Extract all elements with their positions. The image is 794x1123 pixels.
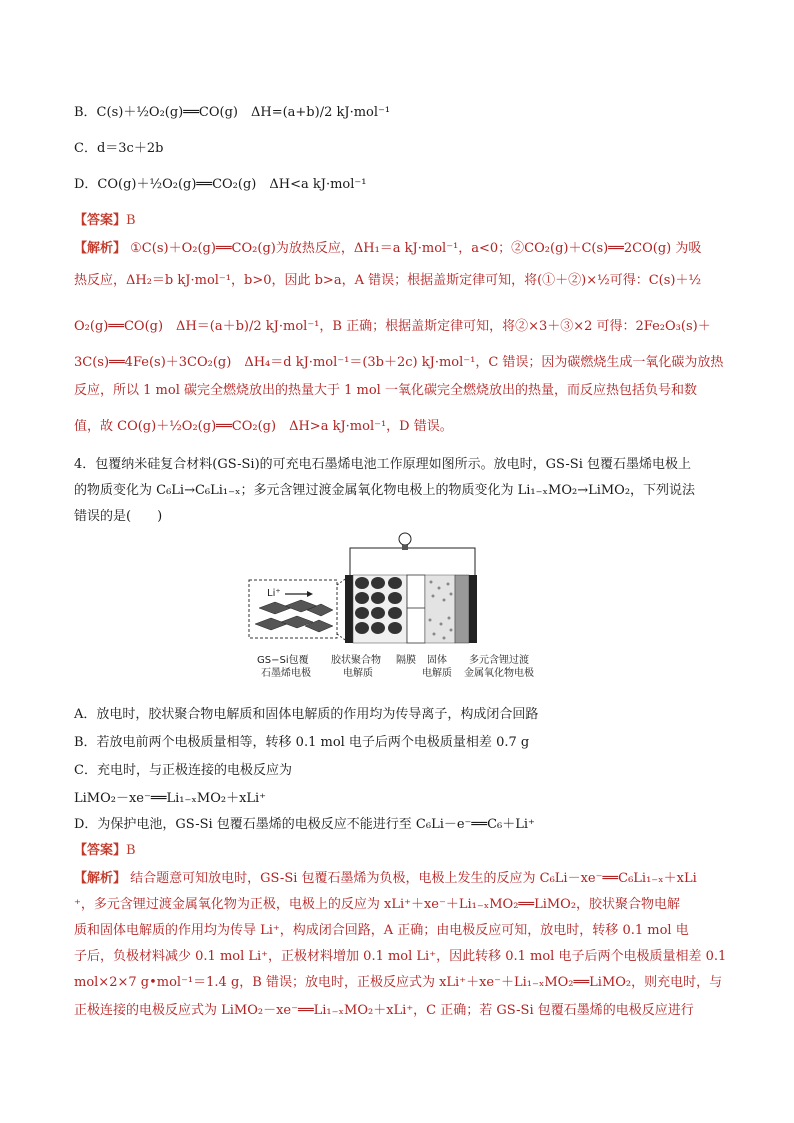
option-d-line: D．CO(g)＋½O₂(g)══CO₂(g) ΔH<a kJ·mol⁻¹ <box>74 177 367 192</box>
option-b-line: B．C(s)＋½O₂(g)══CO(g) ΔH=(a+b)/2 kJ·mol⁻¹ <box>74 105 391 120</box>
explanation-1-line-2: 热反应，ΔH₂＝b kJ·mol⁻¹，b>0，因此 b>a，A 错误；根据盖斯定律可知，将(①＋②)×½可得：C(s)＋½ <box>74 273 702 288</box>
battery-diagram <box>245 530 550 690</box>
option-c-equation: LiMO₂－xe⁻══Li₁₋ₓMO₂＋xLi⁺ <box>74 791 267 806</box>
option-c: C．充电时，与正极连接的电极反应为 <box>74 763 292 778</box>
option-b: B．若放电前两个电极质量相等，转移 0.1 mol 电子后两个电极质量相差 0.7 g <box>74 735 530 750</box>
explanation-2-line-6: 正极连接的电极反应式为 LiMO₂－xe⁻══Li₁₋ₓMO₂＋xLi⁺，C 正确；若 GS-Si 包覆石墨烯的电极反应进行 <box>74 1003 694 1018</box>
bulb-icon <box>399 533 411 545</box>
explanation-text: 结合题意可知放电时，GS-Si 包覆石墨烯为负极，电极上发生的反应为 C₆Li－xe⁻══C₆Li₁₋ₓ＋xLi <box>130 871 697 886</box>
option-a: A．放电时，胶状聚合物电解质和固体电解质的作用均为传导离子，构成闭合回路 <box>74 707 539 722</box>
caption-separator: 隔膜 <box>396 655 416 666</box>
li-ion-label: Li⁺ <box>267 588 281 599</box>
answer-1 <box>74 212 720 230</box>
explanation-2-line-4: 子后，负极材料减少 0.1 mol Li⁺，正极材料增加 0.1 mol Li⁺，因此转移 0.1 mol 电子后两个电极质量相差 0.1 <box>74 949 727 964</box>
caption-gel-2: 电解质 <box>343 668 373 679</box>
answer-tag: 【答案】 <box>74 843 127 858</box>
explanation-1-line-5: 反应，所以 1 mol 碳完全燃烧放出的热量大于 1 mol 一氧化碳完全燃烧放出的热量，而反应热包括负号和数 <box>74 383 697 398</box>
separator <box>407 575 425 643</box>
explanation-tag: 【解析】 <box>74 241 127 256</box>
cathode-layer <box>455 575 469 643</box>
caption-oxide-2: 金属氧化物电极 <box>464 668 534 679</box>
caption-gs-si-2: 石墨烯电极 <box>261 668 311 679</box>
explanation-2-line-2: ⁺，多元含锂过渡金属氧化物为正极，电极上的反应为 xLi⁺＋xe⁻＋Li₁₋ₓMO₂══LiMO₂，胶状聚合物电解 <box>74 897 681 912</box>
caption-gel-1: 胶状聚合物 <box>331 655 381 666</box>
question-4-line-2: 的物质变化为 C₆Li→C₆Li₁₋ₓ；多元含锂过渡金属氧化物电极上的物质变化为 Li₁₋ₓMO₂→LiMO₂，下列说法 <box>74 483 696 498</box>
caption-gs-si-1: GS−Si包覆 <box>257 655 309 666</box>
explanation-tag: 【解析】 <box>74 871 127 886</box>
option-d: D．为保护电池，GS-Si 包覆石墨烯的电极反应不能进行至 C₆Li－e⁻══C₆＋Li⁺ <box>74 817 535 832</box>
answer-value: B <box>126 213 136 228</box>
explanation-2-line-1 <box>74 870 720 888</box>
graphene-layers <box>255 600 333 632</box>
answer-tag: 【答案】 <box>74 213 127 228</box>
metal-oxide-electrode <box>469 575 477 643</box>
caption-solid-2: 电解质 <box>422 668 452 679</box>
question-4-line-3: 错误的是( ) <box>74 509 163 524</box>
caption-oxide-1: 多元含锂过渡 <box>469 655 529 666</box>
answer-value: B <box>126 843 136 858</box>
answer-2 <box>74 842 720 860</box>
gs-si-electrode <box>345 575 353 643</box>
explanation-2-line-3: 质和固体电解质的作用均为传导 Li⁺，构成闭合回路，A 正确；由电极反应可知，放电时，转移 0.1 mol 电 <box>74 923 689 938</box>
explanation-1-line-4: 3C(s)══4Fe(s)＋3CO₂(g) ΔH₄＝d kJ·mol⁻¹＝(3b＋2c) kJ·mol⁻¹，C 错误；因为碳燃烧生成一氧化碳为放热 <box>74 355 724 370</box>
explanation-text: ①C(s)＋O₂(g)══CO₂(g)为放热反应，ΔH₁＝a kJ·mol⁻¹，a<0；②CO₂(g)＋C(s)══2CO(g) 为吸 <box>130 241 702 256</box>
caption-solid-1: 固体 <box>427 655 447 666</box>
solid-electrolyte <box>425 575 455 643</box>
explanation-2-line-5: mol×2×7 g•mol⁻¹＝1.4 g，B 错误；放电时，正极反应式为 xLi⁺＋xe⁻＋Li₁₋ₓMO₂══LiMO₂，则充电时，与 <box>74 975 723 990</box>
explanation-1-line-6: 值，故 CO(g)＋½O₂(g)══CO₂(g) ΔH>a kJ·mol⁻¹，D 错误。 <box>74 419 453 434</box>
option-c-line: C．d＝3c＋2b <box>74 141 164 156</box>
circuit-wire <box>350 548 475 575</box>
explanation-1-line-1 <box>74 240 720 258</box>
explanation-1-line-3: O₂(g)══CO(g) ΔH＝(a＋b)/2 kJ·mol⁻¹，B 正确；根据盖斯定律可知，将②×3＋③×2 可得：2Fe₂O₃(s)＋ <box>74 319 711 334</box>
question-4-line-1: 4．包覆纳米硅复合材料(GS-Si)的可充电石墨烯电池工作原理如图所示。放电时，GS-Si 包覆石墨烯电极上 <box>74 457 691 472</box>
